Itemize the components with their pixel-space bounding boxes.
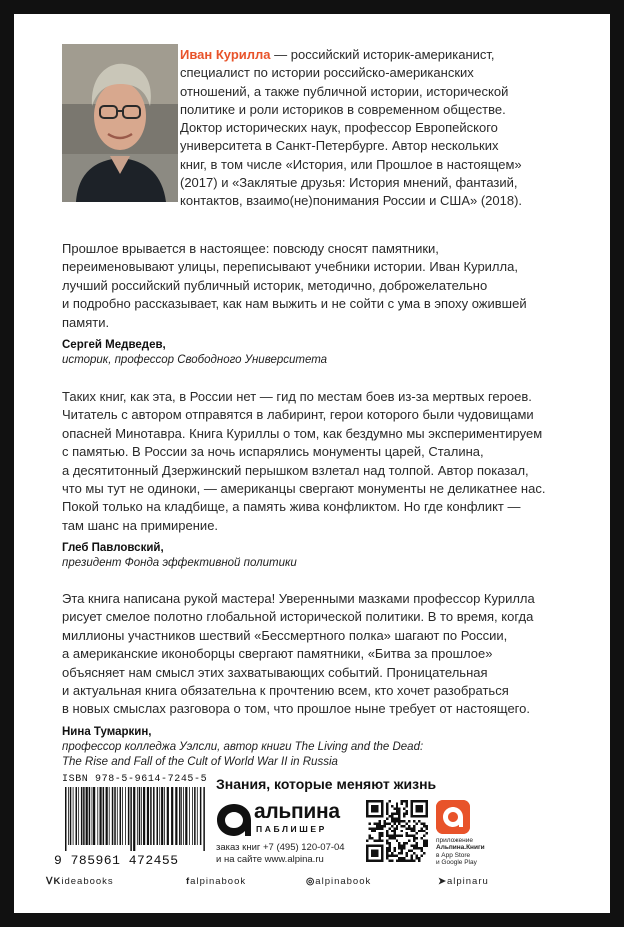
bio-line: книг, в том числе «История, или Прошлое в настоящем» [180,156,522,172]
review-line: рисует смелое полотно глобальной исторической политики. В то время, когда [62,609,534,625]
reviewer-title: историк, профессор Свободного Университета [62,354,328,367]
app-line: и Google Play [436,859,477,867]
author-name: Иван Курилла [180,47,271,62]
social-instagram[interactable] [306,876,371,887]
bio-line: контактов, взаимо(не)понимания России и США» (2018). [180,193,523,209]
review-line: что мы тут не одиноки, — американцы свергают монументы не деликатнее нас. [62,481,546,497]
review-line: Эта книга написана рукой мастера! Уверенными мазками профессор Курилла [62,591,535,606]
order-phone: заказ книг +7 (495) 120-07-04 [216,842,345,853]
review-line: а американские иконоборцы свергают памятники, «Битва за прошлое» [62,646,493,662]
review-line: опасней Минотавра. Книга Куриллы о том, как бездумно мы экспериментируем [62,425,543,441]
social-facebook[interactable] [186,876,246,887]
publisher-name: альпина [254,800,340,823]
bio-line: университета в Санкт-Петербурге. Автор нескольких [180,138,499,154]
social-telegram[interactable] [438,876,489,887]
reviewer-title: профессор колледжа Уэлсли, автор книги The Living and the Dead: [62,740,424,753]
barcode [64,787,208,851]
qr-code-icon [366,800,428,862]
social-handle: alpinabook [190,876,247,887]
publisher-subtitle: ПАБЛИШЕР [256,824,327,834]
bio-line: политике и роли историков в современном обществе. [180,101,506,117]
reviewer-name: Глеб Павловский, [62,542,164,555]
reviewer-name: Сергей Медведев, [62,339,166,352]
review-line: Прошлое врывается в настоящее: повсюду сносят памятники, [62,241,439,256]
telegram-icon: ➤ [438,876,447,887]
social-vk[interactable] [46,876,114,887]
review-line: там шанс на примирение. [62,517,219,533]
review-line: в новых смыслах разговора о том, что прошлое ныне требует от настоящего. [62,701,530,717]
social-links [46,876,586,890]
review-line: а десятитонный Дзержинский перышком взлетал над толпой. Автор показал, [62,462,529,478]
vk-icon: ᐯK [46,876,62,887]
review-line: и актуальная книга обязательна к прочтению всем, кто хочет разобраться [62,683,509,699]
bio-line: специалист по истории российско-американских [180,65,474,81]
app-promo [436,837,502,867]
review-line: лучший российский публичный историк, методично, доброжелательно [62,277,488,293]
bio-line: отношений, а также публичной истории, исторической [180,83,509,99]
app-line: в App Store [436,851,471,859]
instagram-icon: ◎ [306,876,316,887]
author-bio [180,46,590,211]
bio-line: (2017) и «Заклятые друзья: История мнений, фантазий, [180,175,518,191]
review-line: переименовывают улицы, переписывают учебники истории. Иван Курилла, [62,259,518,275]
publisher-site: и на сайте www.alpina.ru [216,854,324,865]
review-line: Таких книг, как эта, в России нет — гид по местам боев из-за мертвых героев. [62,389,532,404]
isbn-label: ISBN 978-5-9614-7245-5 [62,774,208,785]
publisher-contacts [216,842,345,866]
review-medvedev [62,240,602,368]
alpina-app-icon [436,800,470,834]
book-back-cover [14,14,610,913]
review-line: с памятью. В России за ночь испарялись монументы царей, Сталина, [62,444,484,460]
author-photo [62,44,178,202]
review-line: и подробно рассказывает, как нам выжить и не сойти с ума в эпоху ожившей [62,296,527,312]
review-pavlovsky [62,388,602,571]
bio-line: Доктор исторических наук, профессор Европейского [180,120,498,136]
review-line: Читатель с автором отправятся в лабиринт, герои которого были чудовищами [62,407,534,423]
review-line: объясняет нам смысл этих захватывающих событий. Проницательная [62,664,488,680]
social-handle: ideabooks [61,876,114,887]
app-line: приложение [436,837,473,844]
review-line: миллионы участников шествий «Бессмертного полка» шагают по России, [62,627,508,643]
review-line: памяти. [62,314,110,330]
publisher-slogan: Знания, которые меняют жизнь [216,776,437,792]
reviewer-title: The Rise and Fall of the Cult of World War II in Russia [62,755,338,768]
review-tumarkin [62,590,602,770]
bio-line: Иван Курилла — российский историк-американист, [180,47,495,62]
facebook-icon: f [186,876,191,887]
review-line: Покой только на кладбище, а память жива конфликтом. Но где конфликт — [62,499,521,515]
barcode-digits: 9 785961 472455 [54,853,179,868]
reviewer-title: президент Фонда эффективной политики [62,557,297,570]
social-handle: alpinaru [446,876,489,887]
app-name: Альпина.Книги [436,844,485,852]
reviewer-name: Нина Тумаркин, [62,725,152,738]
social-handle: alpinabook [315,876,372,887]
